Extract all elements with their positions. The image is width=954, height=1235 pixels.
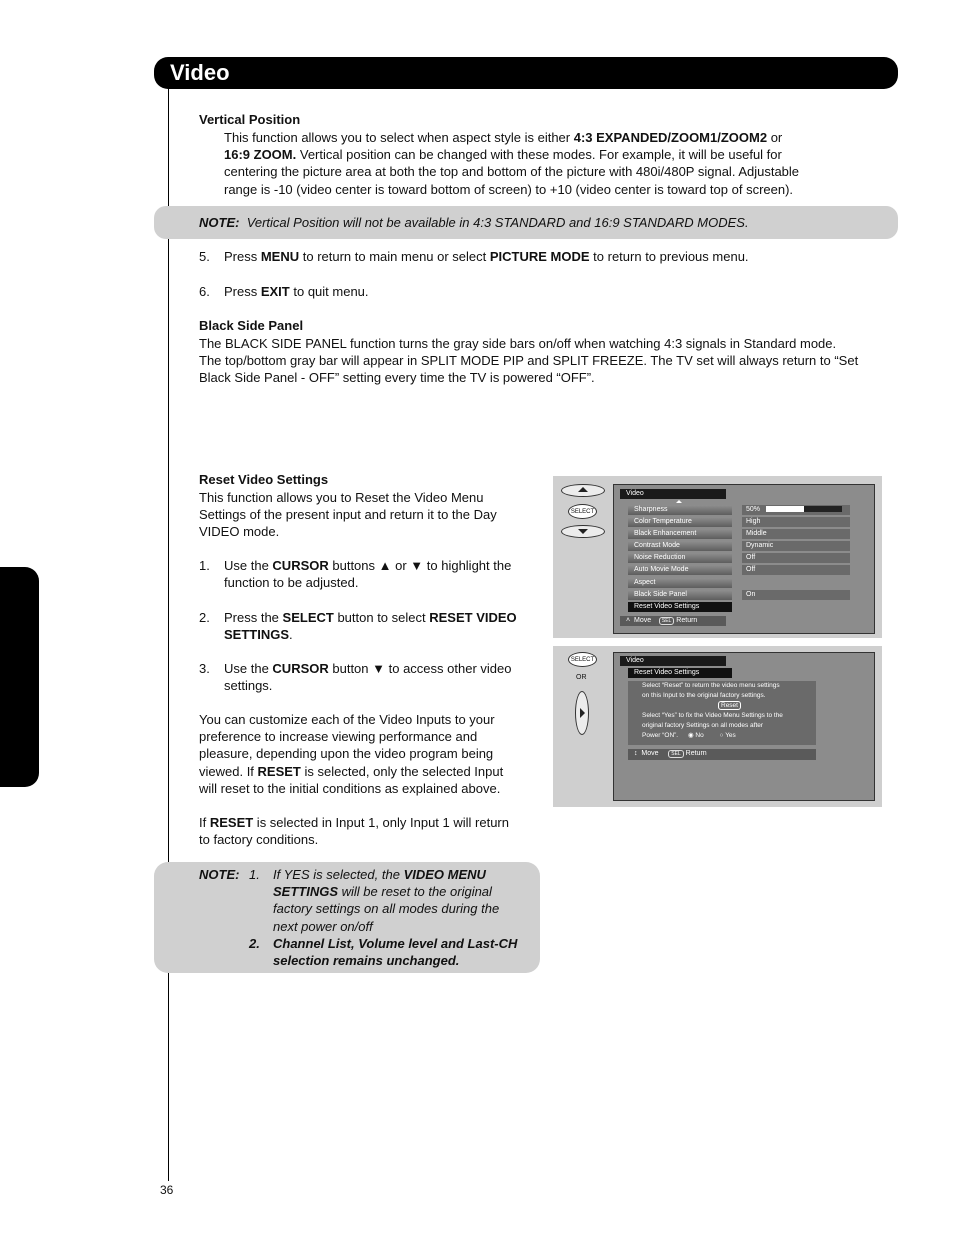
radio-selected-icon: ◉	[687, 732, 694, 739]
page-number: 36	[160, 1183, 174, 1197]
osd-menu-values	[742, 505, 850, 614]
up-arrow-icon	[561, 484, 605, 497]
reset-dialog: Select “Reset” to return the video menu settings on this Input to the original factory settings. Reset Select “Yes” to fix the Video Menu Settings to the original factory Settings on all modes after Power “ON”. ◉ No ○ Yes	[628, 681, 816, 745]
osd-menu-item[interactable]: Noise Reduction	[628, 553, 732, 563]
osd-menu-item[interactable]: Aspect	[628, 578, 732, 588]
osd-menu-item[interactable]: Contrast Mode	[628, 541, 732, 551]
osd-menu-item[interactable]: Sharpness	[628, 505, 732, 515]
osd-panel-2	[553, 646, 882, 807]
vertical-position-heading: Vertical Position	[199, 112, 301, 127]
osd-menu-value: High	[742, 517, 850, 527]
osd-menu-value: On	[742, 590, 850, 600]
cursor-up-button[interactable]	[561, 484, 605, 497]
option-yes[interactable]: ○ Yes	[719, 732, 736, 739]
osd-menu-value: Dynamic	[742, 541, 850, 551]
option-no[interactable]: ◉ No	[687, 732, 704, 739]
reset-intro: This function allows you to Reset the Video Menu Settings of the present input and return it to the Day VIDEO mode.	[199, 490, 497, 540]
osd-menu-value: Off	[742, 565, 850, 575]
black-side-panel-heading: Black Side Panel	[199, 318, 304, 333]
osd-menu-item[interactable]: Black Side Panel	[628, 590, 732, 600]
title-bar	[154, 57, 898, 89]
vertical-position-body: This function allows you to select when aspect style is either 4:3 EXPANDED/ZOOM1/ZOOM2 or 16:9 ZOOM. Vertical position can be changed with these modes. For example, it will be useful for centering the picture area at both the top and bottom of the picture with 480i/480P signal. Adjustable range is -10 (video center is toward bottom of screen) to +10 (video center is toward top of screen).	[224, 130, 800, 197]
or-label: OR	[576, 674, 587, 681]
reset-step-1: Use the CURSOR buttons ▲ or ▼ to highlight the function to be adjusted.	[224, 558, 512, 591]
black-side-panel-body: The BLACK SIDE PANEL function turns the gray side bars on/off when watching 4:3 signals in Standard mode. The top/bottom gray bar will appear in SPLIT MODE PIP and SPLIT FREEZE. The TV set will always return to “Set Black Side Panel - OFF” setting every time the TV is powered “OFF”.	[199, 336, 859, 386]
down-arrow-icon	[561, 525, 605, 538]
osd-screen-2	[613, 652, 875, 801]
section-tab	[0, 567, 39, 787]
osd-screen-1	[613, 484, 875, 634]
note-item-2: Channel List, Volume level and Last-CH selection remains unchanged.	[273, 936, 518, 969]
osd-menu-title: Video	[620, 489, 726, 499]
osd-menu-item[interactable]: Reset Video Settings	[628, 602, 732, 612]
reset-step-1-num: 1.	[199, 558, 210, 573]
osd-panel-1	[553, 476, 882, 638]
osd-menu-value: 50%	[742, 505, 850, 515]
osd-footer: ˄ Move SEL Return	[620, 616, 726, 626]
osd-menu-value-empty	[742, 578, 850, 588]
move-arrows-icon: ↕	[634, 750, 638, 757]
note-item-1-num: 1.	[249, 867, 260, 882]
osd-menu-item[interactable]: Black Enhancement	[628, 529, 732, 539]
move-arrows-icon: ˄	[626, 617, 631, 624]
radio-empty-icon: ○	[719, 732, 724, 739]
page-title: Video	[170, 60, 230, 85]
note-vertical-position: NOTE: Vertical Position will not be available in 4:3 STANDARD and 16:9 STANDARD MODES.	[199, 215, 749, 230]
scroll-up-icon	[674, 499, 684, 504]
reset-step-2: Press the SELECT button to select RESET VIDEO SETTINGS.	[224, 610, 517, 643]
sel-icon: SEL	[659, 617, 674, 625]
step-5: 5.	[199, 249, 210, 264]
cursor-down-button[interactable]	[561, 525, 605, 538]
osd-menu-item[interactable]: Color Temperature	[628, 517, 732, 527]
reset-option-button[interactable]: Reset	[718, 701, 741, 710]
osd-submenu-reset[interactable]: Reset Video Settings	[628, 668, 732, 678]
sel-icon: SEL	[668, 750, 683, 758]
reset-input1-paragraph: If RESET is selected in Input 1, only Input 1 will return to factory conditions.	[199, 815, 509, 848]
osd-menu-item[interactable]: Auto Movie Mode	[628, 565, 732, 575]
right-arrow-icon	[575, 691, 589, 735]
cursor-right-button[interactable]	[575, 691, 589, 735]
reset-step-3-num: 3.	[199, 661, 210, 676]
step-6-text: Press EXIT to quit menu.	[224, 284, 369, 299]
note-item-1: If YES is selected, the VIDEO MENU SETTINGS will be reset to the original factory settings on all modes during the next power on/off	[273, 867, 500, 934]
step-6: 6.	[199, 284, 210, 299]
note-label: NOTE:	[199, 867, 240, 882]
sharpness-bar-fill	[766, 506, 804, 512]
select-button-2[interactable]: SELECT	[568, 652, 597, 667]
step-5-text: Press MENU to return to main menu or select PICTURE MODE to return to previous menu.	[224, 249, 749, 264]
reset-customize-paragraph: You can customize each of the Video Inputs to your preference to increase viewing performance and pleasure, depending upon the video program being viewed. If RESET is selected, only the selected Input will reset to the initial conditions as explained above.	[199, 712, 504, 796]
osd-menu-value-empty	[742, 602, 850, 612]
osd-menu-items	[628, 505, 732, 614]
reset-step-3: Use the CURSOR button ▼ to access other video settings.	[224, 661, 512, 694]
osd-menu-title-2: Video	[620, 656, 726, 666]
left-rule	[168, 89, 169, 1181]
reset-heading: Reset Video Settings	[199, 472, 329, 487]
select-button[interactable]: SELECT	[568, 504, 597, 519]
note-item-2-num: 2.	[249, 936, 260, 951]
sharpness-bar[interactable]	[766, 506, 842, 512]
osd-menu-value: Off	[742, 553, 850, 563]
osd-menu-value: Middle	[742, 529, 850, 539]
reset-step-2-num: 2.	[199, 610, 210, 625]
osd-footer-2: ↕ Move SEL Return	[628, 749, 816, 760]
